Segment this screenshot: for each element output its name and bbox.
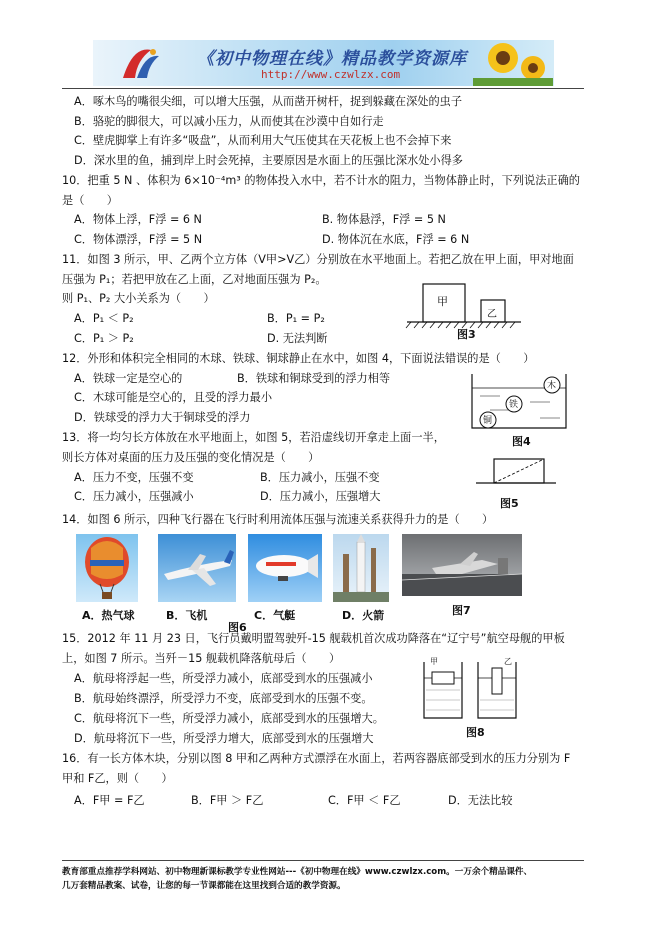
q10-option-b: B. 物体悬浮，F浮 = 5 N (322, 213, 446, 226)
q12-option-d: D．铁球受的浮力大于铜球受的浮力 (74, 411, 251, 424)
q9-option-c: C．壁虎脚掌上有许多“吸盘”，从而利用大气压使其在天花板上也不会掉下来 (74, 134, 452, 147)
q16-option-d: D．无法比较 (448, 794, 513, 807)
header-banner (93, 40, 554, 86)
q13-option-a: A．压力不变，压强不变 (74, 471, 194, 484)
banner-url: http://www.czwlzx.com (261, 68, 401, 81)
figure-6-caption: 图6 (228, 621, 247, 634)
figure-5 (474, 455, 558, 511)
sunflower-decoration (473, 43, 553, 86)
figure-5-drawing (474, 455, 558, 491)
airship-icon (248, 534, 322, 602)
q9-option-a: A．啄木鸟的嘴很尖细，可以增大压强，从而凿开树杆，捉到躲藏在深处的虫子 (74, 95, 463, 108)
q13-option-d: D．压力减小，压强增大 (260, 490, 381, 503)
figure-4-caption: 图4 (512, 435, 531, 448)
q15-option-c: C．航母将沉下一些，所受浮力减小，底部受到水的压强增大。 (74, 712, 384, 725)
q10-stem-cont: 是（ ） (62, 194, 118, 207)
banner-title: 《初中物理在线》精品教学资源库 (197, 49, 467, 69)
q11-stem: 11．如图 3 所示，甲、乙两个立方体（V甲>V乙）分别放在水平地面上。若把乙放在甲上面，甲对地面 (62, 253, 574, 266)
figure-4-wood-ball: 木 (547, 381, 557, 391)
figure-8-label-a: 甲 (430, 657, 438, 666)
header-rule (62, 88, 584, 89)
q11-option-d: D. 无法判断 (267, 332, 328, 345)
q13-option-c: C．压力减小，压强减小 (74, 490, 194, 503)
q14-stem: 14．如图 6 所示，四种飞行器在飞行时利用流体压强与流速关系获得升力的是（ ） (62, 513, 494, 526)
figure-6-option-d: D．火箭 (342, 609, 385, 622)
figure-8-label-b: 乙 (504, 657, 512, 666)
carrier-jet-icon (402, 534, 522, 596)
q11-option-a: A．P₁ ＜ P₂ (74, 312, 134, 325)
hot-air-balloon-icon (76, 534, 138, 602)
figure-4-copper-ball: 铜 (483, 416, 493, 426)
figure-6-option-c: C．气艇 (254, 609, 296, 622)
q15-option-a: A．航母将浮起一些，所受浮力减小，底部受到水的压强减小 (74, 672, 373, 685)
airplane-icon (158, 534, 236, 602)
q16-stem: 16．有一长方体木块，分别以图 8 甲和乙两种方式漂浮在水面上，若两容器底部受到水的压力分别为 F (62, 752, 571, 765)
figure-7-caption: 图7 (452, 604, 471, 617)
q15-stem: 15．2012 年 11 月 23 日，飞行员戴明盟驾驶歼-15 舰载机首次成功降落在“辽宁号”航空母舰的甲板 (62, 632, 565, 645)
q12-option-b: B．铁球和铜球受到的浮力相等 (237, 372, 391, 385)
airplane-photo (158, 534, 236, 602)
airship-photo (248, 534, 322, 602)
q9-option-d: D．深水里的鱼，捕到岸上时会死掉，主要原因是水面上的压强比深水处小得多 (74, 154, 463, 167)
figure-5-caption: 图5 (500, 497, 519, 510)
q16-stem-cont: 甲和 F乙，则（ ） (62, 772, 173, 785)
figure-3 (405, 280, 523, 340)
figure-6-option-a: A．热气球 (82, 609, 135, 622)
figure-3-label-a: 甲 (437, 295, 448, 308)
q13-stem: 13．将一均匀长方体放在水平地面上，如图 5，若沿虚线切开拿走上面一半， (62, 431, 445, 444)
q16-option-b: B．F甲 ＞ F乙 (191, 794, 264, 807)
q13-option-b: B．压力减小，压强不变 (260, 471, 380, 484)
footer-line-1: 教育部重点推荐学科网站、初中物理新课标教学专业性网站---《初中物理在线》www.czwlzx.com。一万余个精品课件、 (62, 867, 533, 877)
q12-option-a: A．铁球一定是空心的 (74, 372, 183, 385)
rocket-photo (333, 534, 389, 602)
q10-option-d: D. 物体沉在水底，F浮 = 6 N (322, 233, 470, 246)
q12-stem: 12．外形和体积完全相同的木球、铁球、铜球静止在水中，如图 4，下面说法错误的是（ ） (62, 352, 535, 365)
figure-4-iron-ball: 铁 (509, 400, 519, 410)
figure-8 (416, 656, 524, 738)
q16-option-a: A．F甲 = F乙 (74, 794, 145, 807)
q10-option-c: C．物体漂浮，F浮 = 5 N (74, 233, 203, 246)
q9-option-b: B．骆驼的脚很大，可以减小压力，从而使其在沙漠中自如行走 (74, 115, 384, 128)
q13-stem-cont: 则长方体对桌面的压力及压强的变化情况是（ ） (62, 451, 320, 464)
q11-question: 则 P₁、P₂ 大小关系为（ ） (62, 292, 215, 305)
q15-stem-cont: 上，如图 7 所示。当歼－15 舰载机降落航母后（ ） (62, 652, 341, 665)
logo-mark (123, 49, 159, 78)
figure-3-label-b: 乙 (487, 309, 497, 320)
footer-line-2: 几万套精品教案、试卷，让您的每一节课都能在这里找到合适的教学资源。 (62, 881, 346, 891)
q11-option-b: B．P₁ = P₂ (267, 312, 325, 325)
q16-option-c: C．F甲 ＜ F乙 (328, 794, 401, 807)
figure-3-caption: 图3 (457, 328, 476, 341)
figure-4 (470, 372, 570, 446)
hot-air-balloon-photo (76, 534, 138, 602)
aircraft-carrier-photo (402, 534, 522, 596)
figure-8-caption: 图8 (466, 726, 485, 739)
footer-rule (62, 860, 584, 861)
q15-option-b: B．航母始终漂浮，所受浮力不变，底部受到水的压强不变。 (74, 692, 373, 705)
q10-option-a: A．物体上浮，F浮 = 6 N (74, 213, 202, 226)
figure-6-option-b: B．飞机 (166, 609, 208, 622)
rocket-icon (333, 534, 389, 602)
q11-option-c: C．P₁ ＞ P₂ (74, 332, 134, 345)
q11-stem-cont: 压强为 P₁；若把甲放在乙上面，乙对地面压强为 P₂。 (62, 273, 327, 286)
q10-stem: 10．把重 5 N 、体积为 6×10⁻⁴m³ 的物体投入水中，若不计水的阻力，当物体静止时，下列说法正确的 (62, 174, 580, 187)
q15-option-d: D．航母将沉下一些，所受浮力增大，底部受到水的压强增大 (74, 732, 374, 745)
q12-option-c: C．木球可能是空心的，且受的浮力最小 (74, 391, 273, 404)
